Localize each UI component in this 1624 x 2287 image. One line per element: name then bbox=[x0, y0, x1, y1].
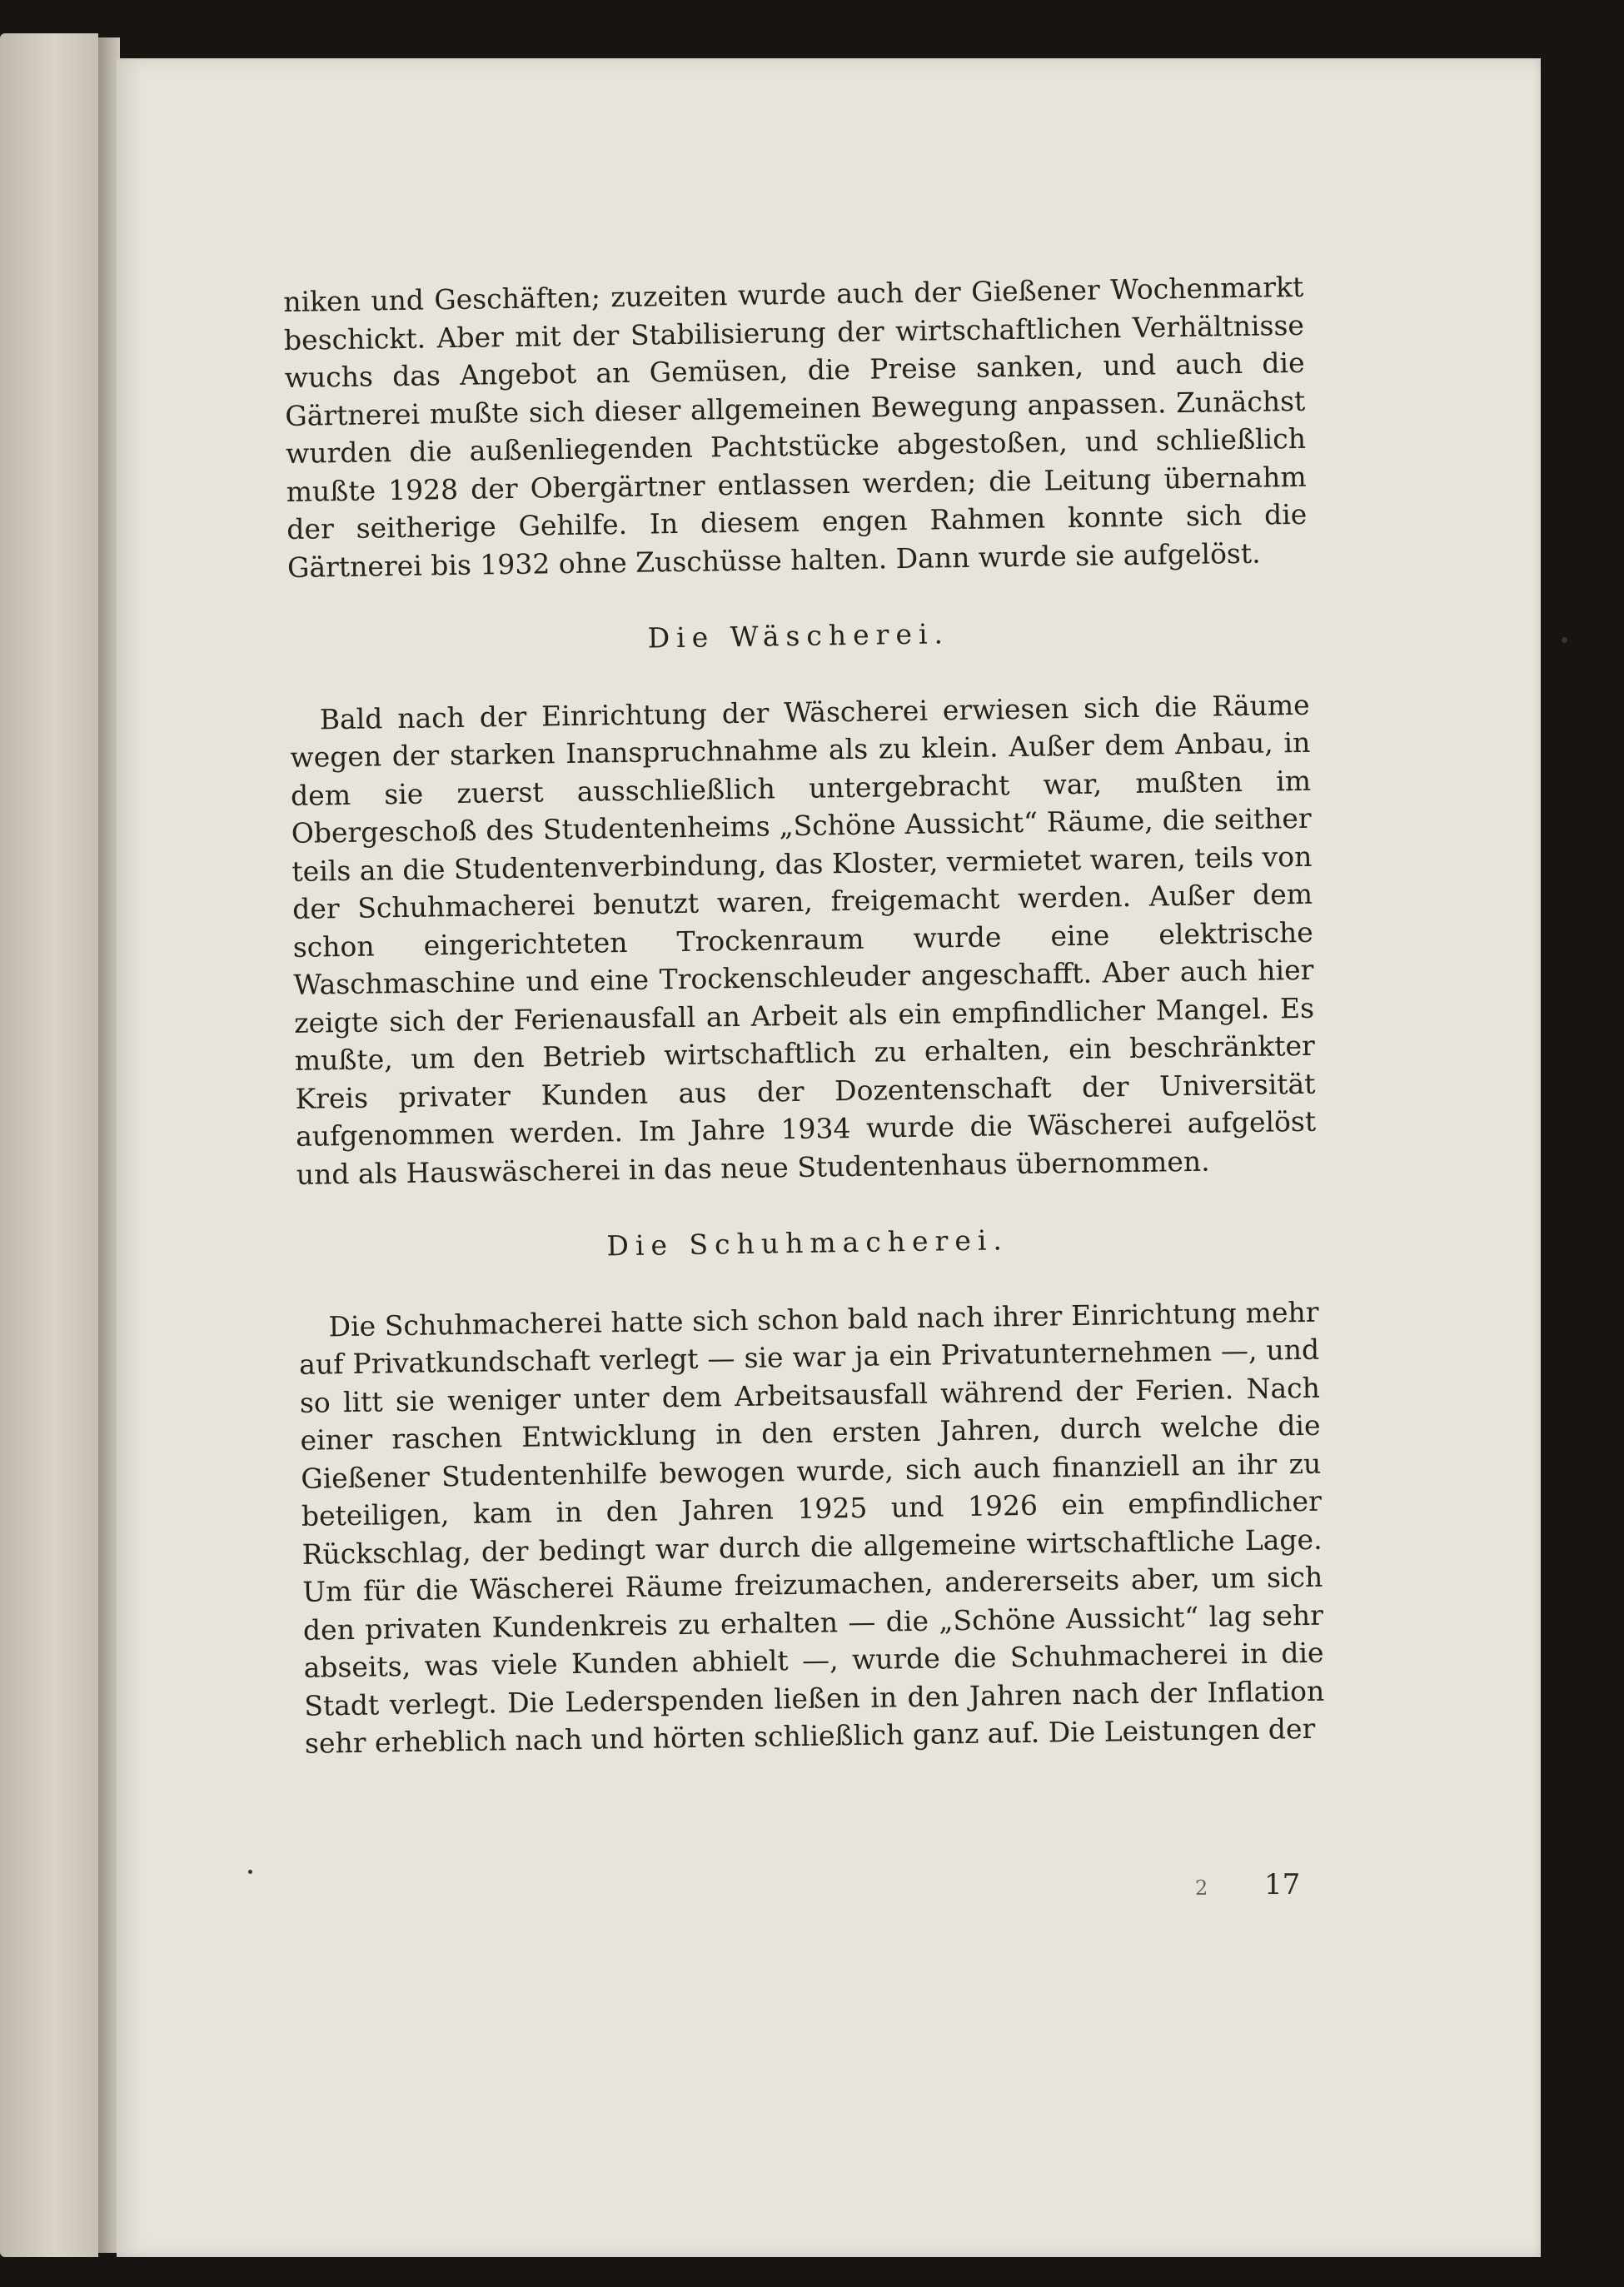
page-text bbox=[283, 268, 1325, 1762]
heading-waescherei: Die Wäscherei. bbox=[647, 617, 950, 655]
left-page-edge bbox=[0, 33, 98, 2257]
page-number: 17 bbox=[1264, 1868, 1301, 1901]
paragraph-waescherei: Bald nach der Einrichtung der Wäscherei erwiesen sich die Räume wegen der starken Inanspruchnahme als zu klein. Außer dem Anbau, in dem sie zuerst ausschließlich untergebracht war, mußten im Obergeschoß des Studentenheims „Schöne Aussicht“ Räume, die seither teils an die Studentenverbindung, das Kloster, vermietet waren, teils von der Schuhmacherei benutzt waren, freigemacht werden. Außer dem schon eingerichteten Trockenraum wurde eine elektrische Waschmaschine und eine Trockenschleuder angeschafft. Aber auch hier zeigte sich der Ferienausfall an Arbeit als ein empfindlicher Mangel. Es mußte, um den Betrieb wirtschaftlich zu erhalten, ein beschränkter Kreis privater Kunden aus der Dozentenschaft der Universität aufgenommen werden. Im Jahre 1934 wurde die Wäscherei aufgelöst und als Hauswäscherei in das neue Studentenhaus übernommen. bbox=[290, 688, 1317, 1191]
paragraph-gaertnerei-end: niken und Geschäften; zuzeiten wurde auch der Gießener Wochenmarkt beschickt. Aber mit der Stabilisierung der wirtschaftlichen Verhältnisse wuchs das Angebot an Gemüsen, die Preise sanken, und auch die Gärtnerei mußte sich dieser allgemeinen Bewegung anpassen. Zunächst wurden die außenliegenden Pachtstücke abgestoßen, und schließlich mußte 1928 der Obergärtner entlassen werden; die Leitung übernahm der seitherige Gehilfe. In diesem engen Rahmen konnte sich die Gärtnerei bis 1932 ohne Zuschüsse halten. Dann wurde sie aufgelöst. bbox=[283, 270, 1308, 584]
paragraph-schuhmacherei: Die Schuhmacherei hatte sich schon bald nach ihrer Einrichtung mehr auf Privatkundschaft verlegt — sie war ja ein Privatunternehmen —, und so litt sie weniger unter dem Arbeitsausfall während der Ferien. Nach einer raschen Entwicklung in den ersten Jahren, durch welche die Gießener Studentenhilfe bewogen wurde, sich auch finanziell an ihr zu beteiligen, kam in den Jahren 1925 und 1926 ein empfindlicher Rückschlag, der bedingt war durch die allgemeine wirtschaftliche Lage. Um für die Wäscherei Räume freizumachen, andererseits aber, um sich den privaten Kundenkreis zu erhalten — die „Schöne Aussicht“ lag sehr abseits, was viele Kunden abhielt —, wurde die Schuhmacherei in die Stadt verlegt. Die Lederspenden ließen in den Jahren nach der Inflation sehr erheblich nach und hörten schließlich ganz auf. Die Leistungen der bbox=[298, 1295, 1325, 1760]
paper-speck bbox=[248, 1870, 252, 1874]
signature-mark: 2 bbox=[1195, 1876, 1208, 1900]
paper-speck bbox=[1562, 637, 1567, 643]
heading-schuhmacherei: Die Schuhmacherei. bbox=[606, 1223, 1009, 1263]
